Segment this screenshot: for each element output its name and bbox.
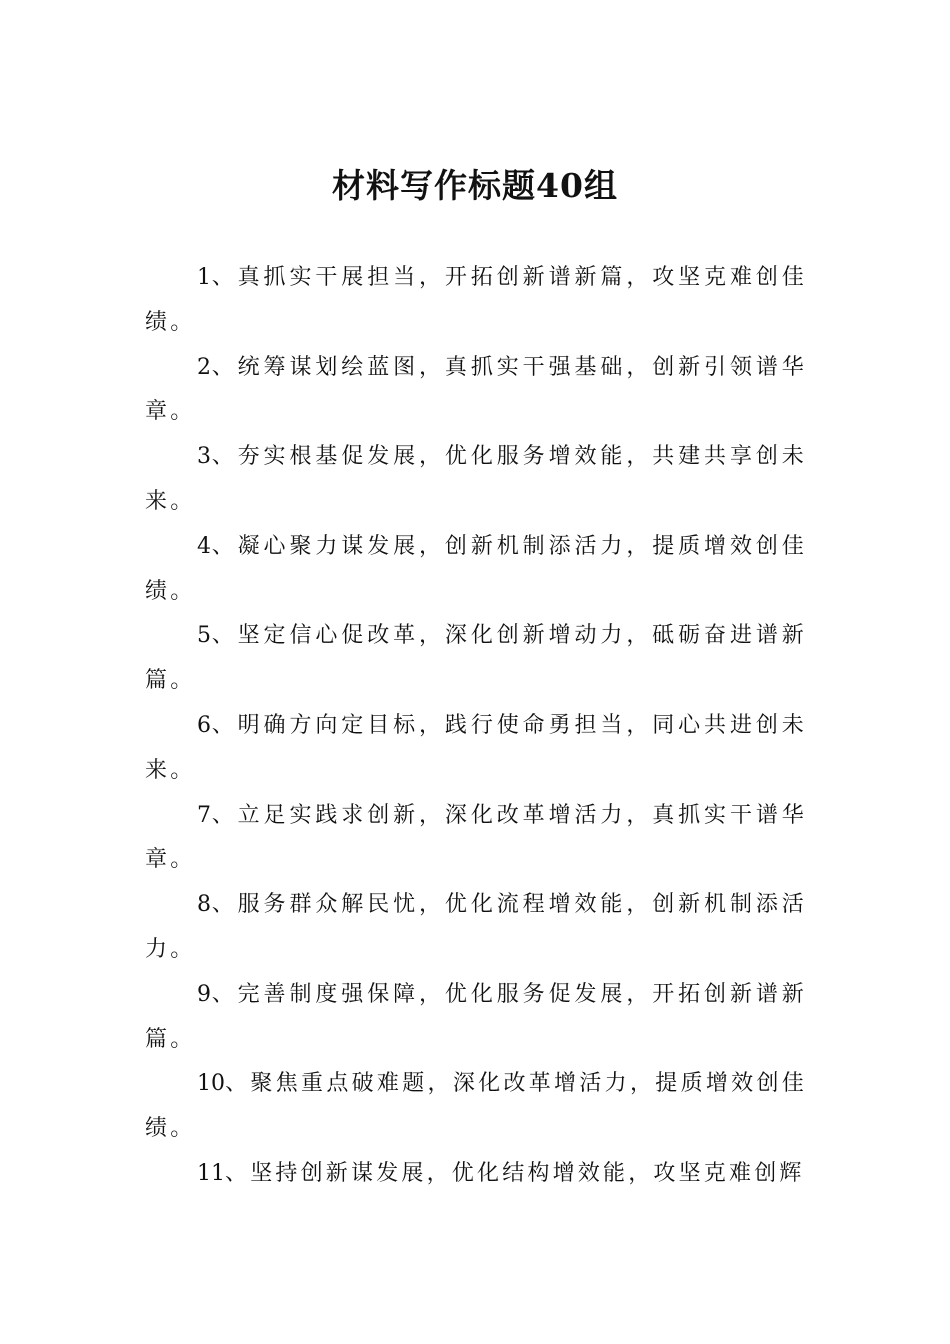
list-item — [145, 794, 807, 884]
item-text: 、明确方向定目标，践行使命勇担当，同心共进创未来。 — [145, 712, 807, 783]
item-text: 、聚焦重点破难题，深化改革增活力，提质增效创佳绩。 — [145, 1071, 807, 1142]
list-item — [145, 704, 807, 794]
item-text: 、完善制度强保障，优化服务促发展，开拓创新谱新篇。 — [145, 981, 807, 1052]
item-text: 、坚持创新谋发展，优化结构增效能，攻坚克难创辉 — [225, 1160, 805, 1186]
item-text: 、统筹谋划绘蓝图，真抓实干强基础，创新引领谱华章。 — [145, 354, 807, 425]
item-text: 、坚定信心促改革，深化创新增动力，砥砺奋进谱新篇。 — [145, 623, 807, 694]
item-number: 1 — [197, 265, 211, 290]
list-item — [145, 1062, 807, 1152]
item-text: 、服务群众解民忧，优化流程增效能，创新机制添活力。 — [145, 892, 807, 962]
list-item — [145, 346, 807, 436]
item-number: 3 — [197, 444, 211, 470]
item-number: 6 — [197, 712, 211, 738]
title-list — [145, 256, 807, 1197]
item-number: 9 — [197, 981, 211, 1007]
item-number: 2 — [197, 354, 211, 380]
list-item — [145, 256, 807, 346]
item-number: 5 — [197, 623, 211, 649]
item-text: 、凝心聚力谋发展，创新机制添活力，提质增效创佳绩。 — [145, 533, 807, 604]
item-text: 、立足实践求创新，深化改革增活力，真抓实干谱华章。 — [145, 802, 807, 873]
item-number: 10 — [197, 1071, 225, 1097]
list-item — [145, 883, 807, 973]
list-item — [145, 435, 807, 525]
document-title: 材料写作标题40组 — [332, 166, 618, 205]
list-item — [145, 1152, 807, 1197]
item-number: 4 — [197, 533, 211, 559]
item-number: 8 — [197, 892, 211, 918]
item-number: 7 — [197, 802, 211, 828]
item-number: 11 — [197, 1160, 225, 1186]
list-item — [145, 973, 807, 1063]
item-text: 、夯实根基促发展，优化服务增效能，共建共享创未来。 — [145, 444, 807, 514]
list-item — [145, 525, 807, 615]
list-item — [145, 614, 807, 704]
item-text: 、真抓实干展担当，开拓创新谱新篇，攻坚克难创佳绩。 — [145, 265, 807, 335]
